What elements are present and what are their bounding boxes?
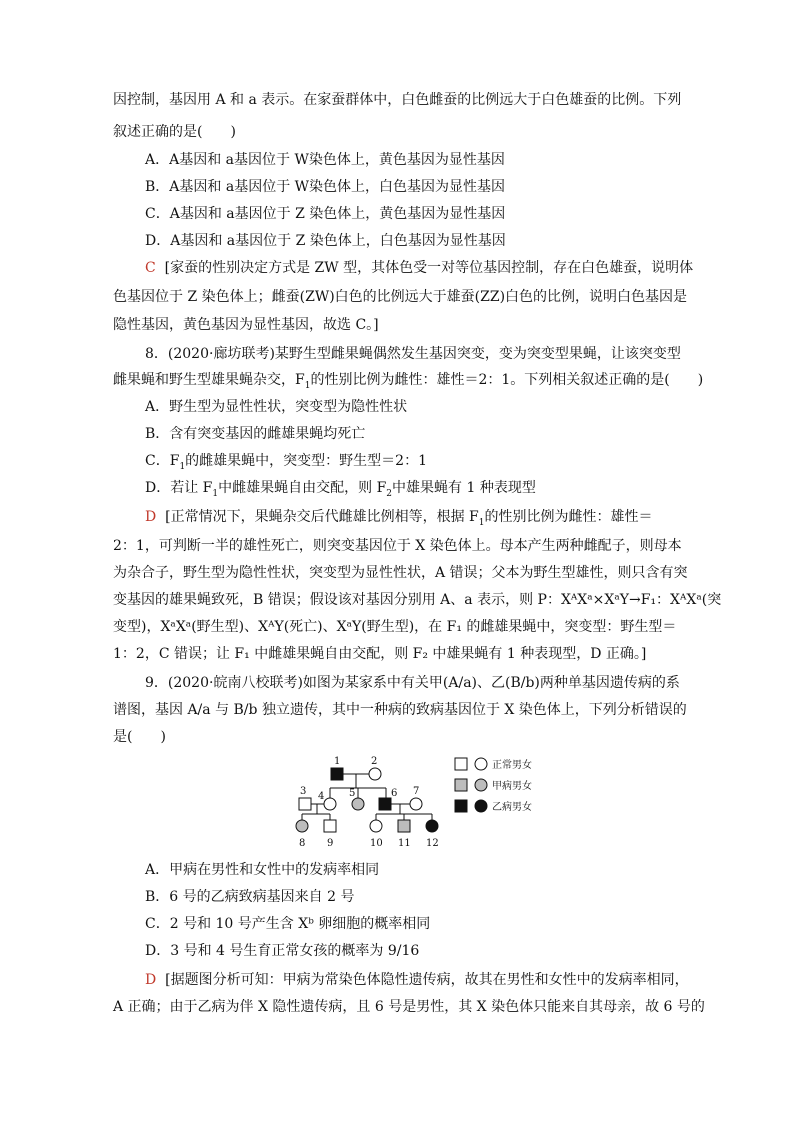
label-6: 6 [391,788,398,799]
q8-explanation-line5: 变型)，XᵃXᵃ(野生型)、XᴬY(死亡)、XᵃY(野生型)，在 F₁ 的雌雄果蝇中，突变型：野生型＝ [113,619,677,635]
individual-1 [331,768,343,780]
individual-2 [369,768,381,780]
q9-option-a: A．甲病在男性和女性中的发病率相同 [145,862,380,878]
q8-option-c-part2: 的雌雄果蝇中，突变型：野生型＝2：1 [185,453,427,469]
q8-explanation-line2: 2：1，可判断一半的雄性死亡，则突变基因位于 X 染色体上。母本产生两种雌配子，则母本 [113,538,682,554]
label-5: 5 [349,788,356,799]
individual-5 [352,798,364,810]
q7-explanation-text1: [家蚕的性别决定方式是 ZW 型，其体色受一对等位基因控制，存在白色雄蚕，说明体 [164,260,694,276]
q7-option-a: A．A基因和 a基因位于 W染色体上，黄色基因为显性基因 [145,152,505,168]
label-8: 8 [299,838,306,849]
q9-stem-line3: 是( ) [113,729,166,745]
q8-option-d-part2: 中雌雄果蝇自由交配，则 F [218,480,387,496]
q8-option-d [145,479,536,497]
q7-explanation-line2: 色基因位于 Z 染色体上；雌蚕(ZW)白色的比例远大于雄蚕(ZZ)白色的比例，说明白色基因是 [113,289,688,305]
individual-12 [426,820,438,832]
subscript: 2 [386,488,393,499]
q9-option-b: B．6 号的乙病致病基因来自 2 号 [145,889,355,905]
q9-explanation-text1: [据题图分析可知：甲病为常染色体隐性遗传病，故其在男性和女性中的发病率相同， [165,972,689,988]
label-12: 12 [426,838,439,849]
q8-explanation-line1 [145,508,653,526]
q8-option-c-part1: C．F [145,453,180,469]
q8-option-a: A．野生型为显性性状，突变型为隐性性状 [145,399,408,415]
q9-explanation-line1 [145,971,689,989]
q8-stem-line2 [113,371,703,389]
pedigree-legend [455,758,487,812]
q7-explanation-line3: 隐性基因，黄色基因为显性基因，故选 C。] [113,317,379,333]
label-2: 2 [371,756,378,767]
q8-option-d-part1: D．若让 F [145,480,213,496]
legend-b-female [475,800,487,812]
q8-option-d-part3: 中雄果蝇有 1 种表现型 [392,480,536,496]
label-9: 9 [327,838,334,849]
q9-stem-line1: 9．(2020·皖南八校联考)如图为某家系中有关甲(A/a)、乙(B/b)两种单基因遗传病的系 [145,675,680,691]
q7-option-b: B．A基因和 a基因位于 W染色体上，白色基因为显性基因 [145,179,506,195]
q8-explanation-line3: 为杂合子，野生型为隐性性状，突变型为显性性状，A 错误；父本为野生型雄性，则只含有突 [113,565,688,581]
individual-3 [299,798,311,810]
subscript: 1 [212,488,219,499]
individual-11 [398,820,410,832]
q8-option-c [145,452,427,470]
legend-labels [492,758,532,813]
q7-stem-line2: 叙述正确的是( ) [113,124,236,140]
individual-8 [296,820,308,832]
subscript: 1 [304,380,311,391]
q7-answer: C [145,260,156,276]
individual-7 [410,798,422,810]
q8-option-b: B．含有突变基因的雌雄果蝇均死亡 [145,426,366,442]
q7-option-d: D．A基因和 a基因位于 Z 染色体上，白色基因为显性基因 [145,233,506,249]
legend-normal-male [455,758,467,770]
legend-a-male [455,779,467,791]
legend-label-a: 甲病男女 [492,781,532,792]
subscript: 1 [179,461,186,472]
q8-stem-line2-part2: 的性别比例为雌性：雄性＝2：1。下列相关叙述正确的是( ) [310,372,704,388]
q9-stem-line2: 谱图，基因 A/a 与 B/b 独立遗传，其中一种病的致病基因位于 X 染色体上，下列分析错误的 [113,702,687,718]
q9-explanation-line2: A 正确；由于乙病为伴 X 隐性遗传病，且 6 号是男性，其 X 染色体只能来自其母亲，故 6 号的 [113,999,705,1015]
q9-option-d: D．3 号和 4 号生育正常女孩的概率为 9/16 [145,943,420,959]
legend-label-normal: 正常男女 [492,760,532,771]
subscript: 1 [478,517,485,528]
label-3: 3 [300,786,307,797]
q8-stem-line1: 8．(2020·廊坊联考)某野生型雌果蝇偶然发生基因突变，变为突变型果蝇，让该突变型 [145,346,681,362]
q9-option-c: C．2 号和 10 号产生含 Xᵇ 卵细胞的概率相同 [145,916,431,932]
legend-b-male [455,800,467,812]
pedigree-chart [0,752,794,852]
q7-explanation-line1 [145,259,693,277]
label-11: 11 [398,838,411,849]
individual-6 [379,798,391,810]
q7-stem-line1: 因控制，基因用 A 和 a 表示。在家蚕群体中，白色雌蚕的比例远大于白色雄蚕的比例。下列 [113,92,682,108]
label-7: 7 [413,786,420,797]
label-10: 10 [370,838,383,849]
q7-option-c: C．A基因和 a基因位于 Z 染色体上，黄色基因为显性基因 [145,206,506,222]
label-4: 4 [318,791,325,802]
individual-4 [324,798,336,810]
q8-explanation-line4: 变基因的雄果蝇致死，B 错误；假设该对基因分别用 A、a 表示，则 P：XᴬXᵃ×XᵃY→F₁：XᴬXᵃ(突 [113,592,722,608]
individual-9 [324,820,336,832]
q8-explanation-part1: [正常情况下，果蝇杂交后代雌雄比例相等，根据 F [165,509,479,525]
q8-stem-line2-part1: 雌果蝇和野生型雄果蝇杂交，F [113,372,305,388]
individual-10 [370,820,382,832]
legend-normal-female [475,758,487,770]
q8-explanation-part2: 的性别比例为雌性：雄性＝ [484,509,653,525]
q8-explanation-line6: 1：2，C 错误；让 F₁ 中雌雄果蝇自由交配，则 F₂ 中雄果蝇有 1 种表现型，D 正确。] [113,646,647,662]
legend-a-female [475,779,487,791]
legend-label-b: 乙病男女 [492,802,532,813]
label-1: 1 [334,756,341,767]
q9-answer: D [145,972,157,988]
q8-answer: D [145,509,157,525]
